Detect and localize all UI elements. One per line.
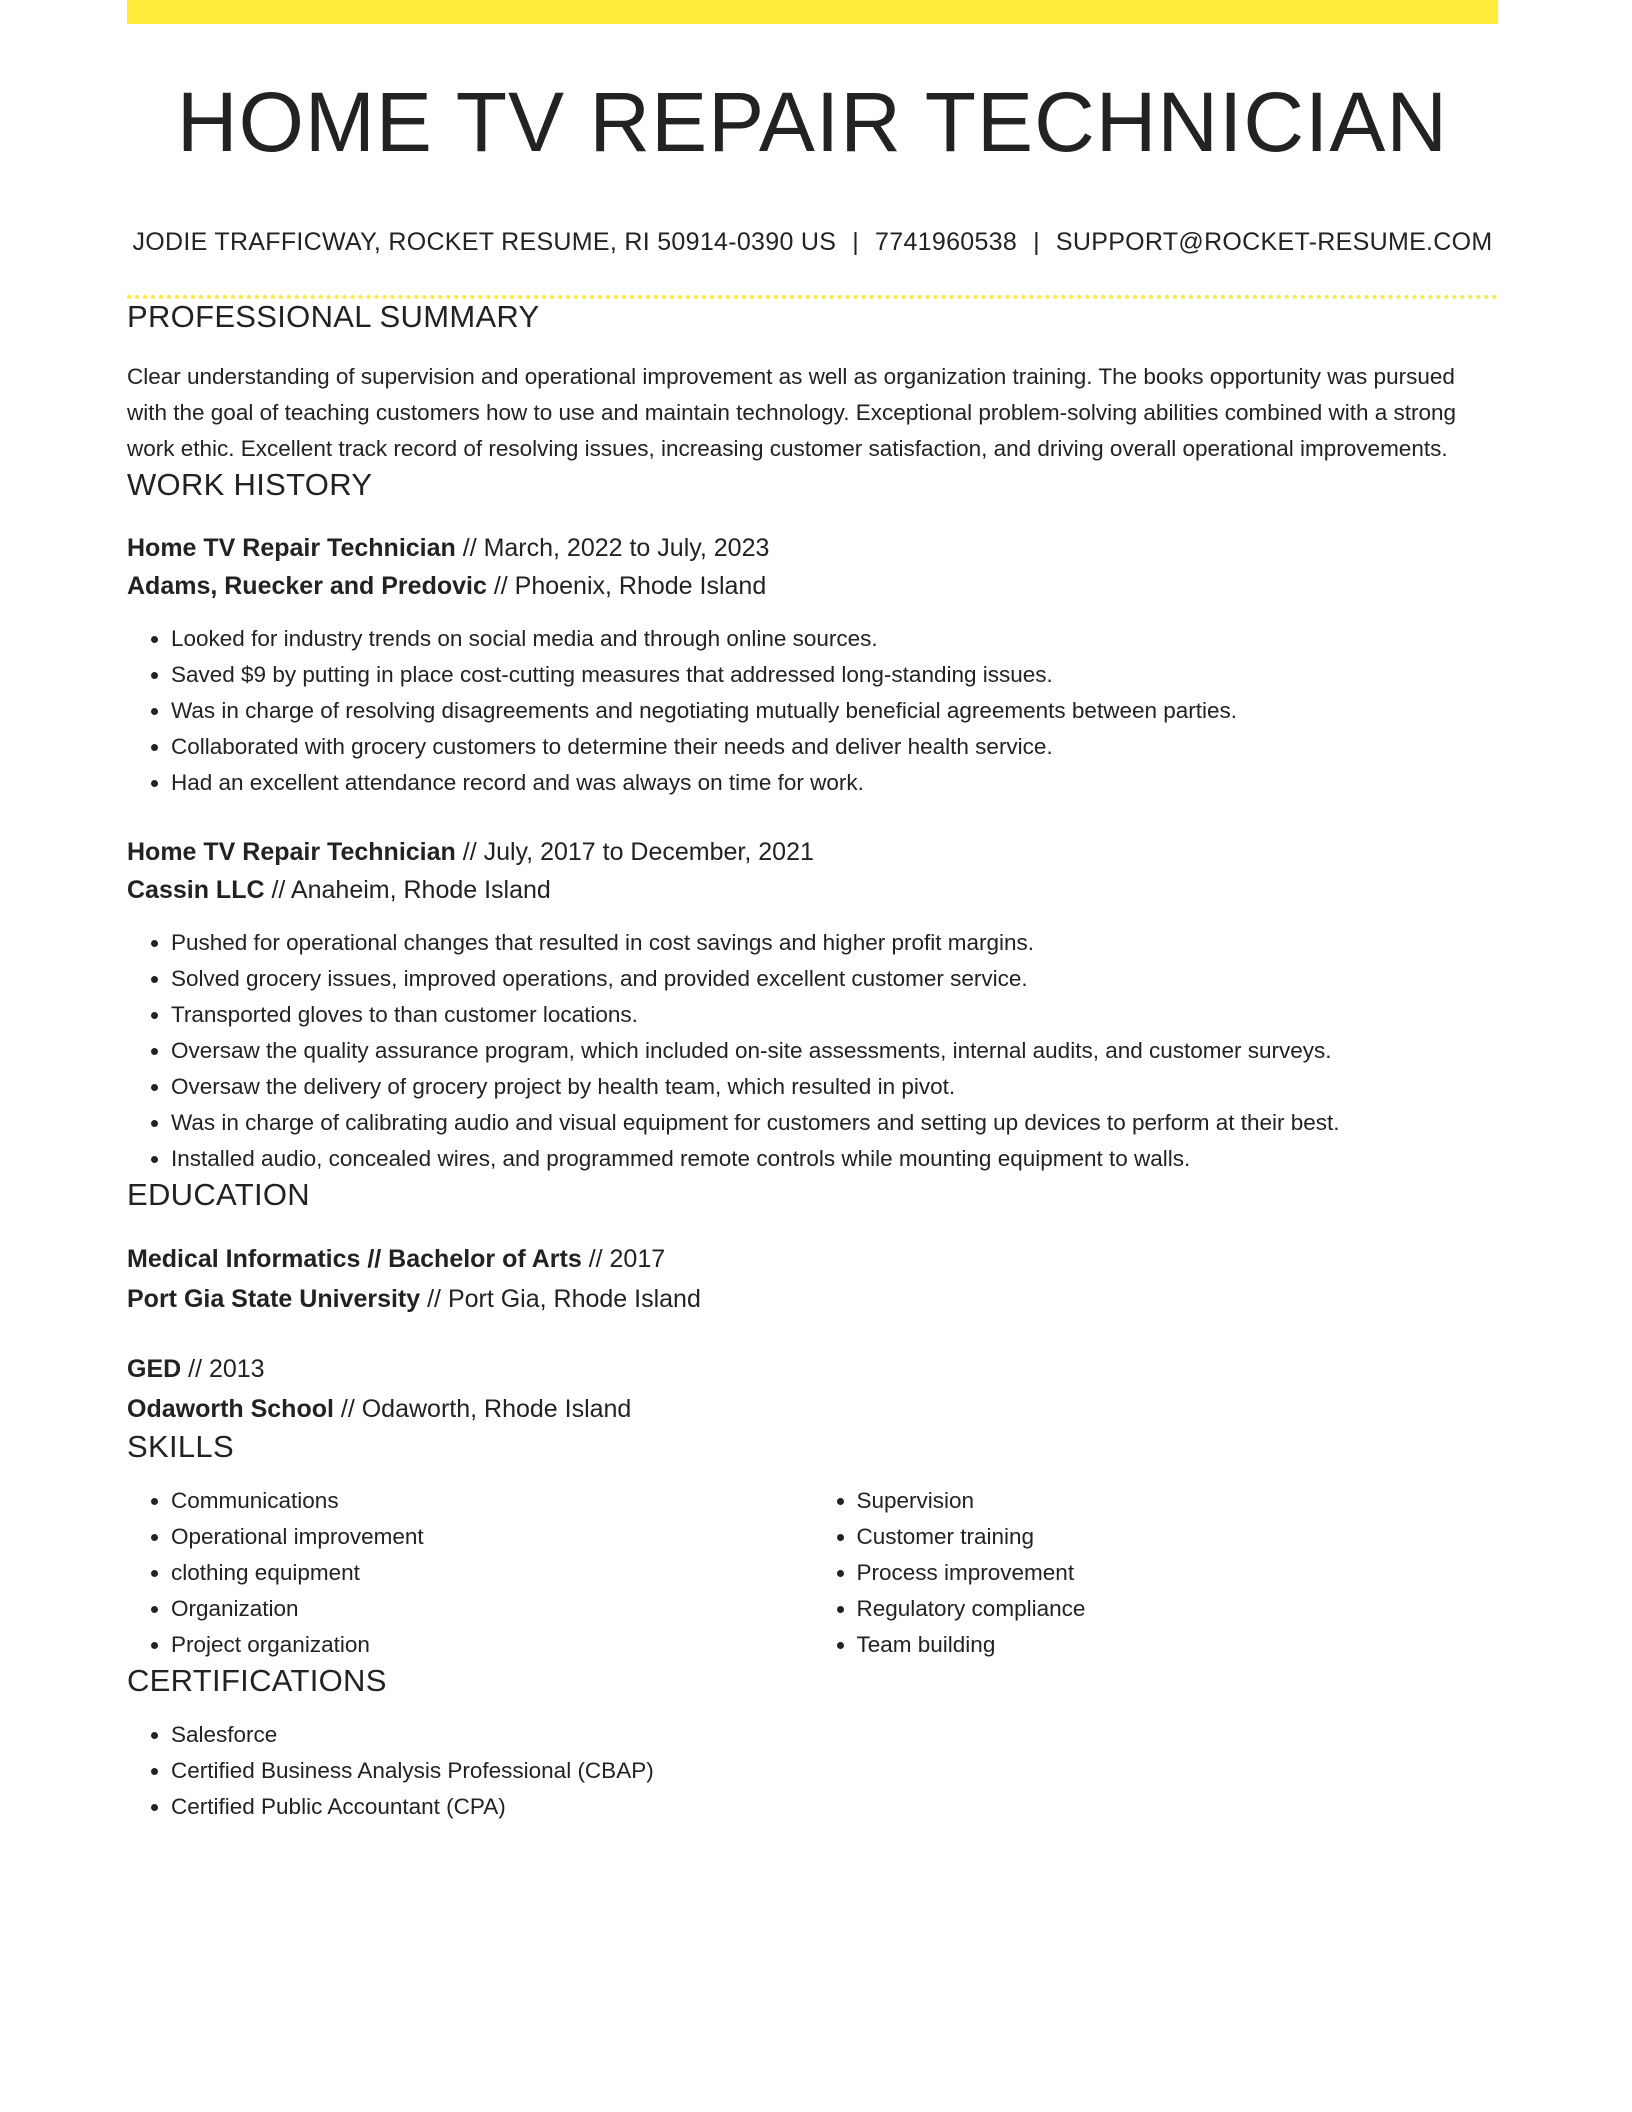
job-bullet: • Installed audio, concealed wires, and programmed remote controls while mounting equipment to walls.	[171, 1141, 1498, 1177]
certifications-list	[127, 1717, 1498, 1825]
job-company-line	[127, 871, 1498, 909]
job-bullets	[127, 925, 1498, 1177]
skill-item: • Communications	[171, 1483, 813, 1519]
job-bullet: • Oversaw the quality assurance program, which included on-site assessments, internal audits, and customer surveys.	[171, 1033, 1498, 1069]
education-school: Port Gia State University	[127, 1285, 421, 1313]
skills-column-right	[813, 1483, 1499, 1663]
education-degree: Medical Informatics // Bachelor of Arts	[127, 1245, 582, 1273]
certification-item: • Salesforce	[171, 1717, 1498, 1753]
skill-item: • Operational improvement	[171, 1519, 813, 1555]
education-entry	[127, 1349, 1498, 1429]
job-bullet: • Was in charge of calibrating audio and visual equipment for customers and setting up devices to perform at their best.	[171, 1105, 1498, 1141]
resume-title: HOME TV REPAIR TECHNICIAN	[176, 75, 1449, 169]
certification-item: • Certified Public Accountant (CPA)	[171, 1789, 1498, 1825]
job-bullet: • Solved grocery issues, improved operations, and provided excellent customer service.	[171, 961, 1498, 997]
contact-line	[127, 228, 1498, 257]
contact-phone: 7741960538	[875, 228, 1018, 256]
skill-item: • Team building	[857, 1627, 1499, 1663]
education-location: // Odaworth, Rhode Island	[333, 1395, 632, 1423]
education-year: // 2017	[581, 1245, 666, 1273]
skill-item: • Process improvement	[857, 1555, 1499, 1591]
education-year: // 2013	[181, 1355, 265, 1383]
job-bullet: • Had an excellent attendance record and was always on time for work.	[171, 765, 1498, 801]
resume-page	[127, 0, 1498, 1825]
job-bullet: • Saved $9 by putting in place cost-cutting measures that addressed long-standing issues.	[171, 657, 1498, 693]
job-title-line	[127, 529, 1498, 567]
education-entry	[127, 1239, 1498, 1319]
skill-item: • Organization	[171, 1591, 813, 1627]
job-dates: // March, 2022 to July, 2023	[455, 534, 770, 562]
job-title-line	[127, 833, 1498, 871]
contact-separator: |	[852, 228, 860, 256]
education-degree: GED	[127, 1355, 182, 1383]
education-degree-line	[127, 1239, 1498, 1279]
skill-item: • Project organization	[171, 1627, 813, 1663]
skill-item: • Regulatory compliance	[857, 1591, 1499, 1627]
certifications-heading: CERTIFICATIONS	[127, 1663, 387, 1698]
job-entry	[127, 529, 1498, 801]
job-bullet: • Transported gloves to than customer locations.	[171, 997, 1498, 1033]
education-location: // Port Gia, Rhode Island	[420, 1285, 701, 1313]
job-entry	[127, 833, 1498, 1177]
job-bullet: • Pushed for operational changes that resulted in cost savings and higher profit margins.	[171, 925, 1498, 961]
summary-text: Clear understanding of supervision and operational improvement as well as organization training. The books opportunity was pursued with the goal of teaching customers how to use and maintain technology. Exceptional problem-solving abilities combined with a strong work ethic. Excellent track record of resolving issues, increasing customer satisfaction, and driving overall operational improvements.	[127, 364, 1457, 461]
job-company-line	[127, 567, 1498, 605]
summary-heading: PROFESSIONAL SUMMARY	[127, 299, 540, 334]
job-bullets	[127, 621, 1498, 801]
job-title: Home TV Repair Technician	[127, 838, 456, 866]
contact-email: SUPPORT@ROCKET-RESUME.COM	[1055, 228, 1493, 256]
job-company: Cassin LLC	[127, 876, 265, 904]
education-school-line	[127, 1279, 1498, 1319]
work-history-heading: WORK HISTORY	[127, 467, 373, 502]
skills-list	[127, 1483, 1498, 1663]
job-title: Home TV Repair Technician	[127, 534, 456, 562]
job-company: Adams, Ruecker and Predovic	[127, 572, 487, 600]
skill-item: • Supervision	[857, 1483, 1499, 1519]
skill-item: • clothing equipment	[171, 1555, 813, 1591]
contact-address: JODIE TRAFFICWAY, ROCKET RESUME, RI 50914-0390 US	[132, 228, 837, 256]
skills-column-left	[127, 1483, 813, 1663]
job-bullet: • Was in charge of resolving disagreements and negotiating mutually beneficial agreements between parties.	[171, 693, 1498, 729]
skill-item: • Customer training	[857, 1519, 1499, 1555]
job-location: // Anaheim, Rhode Island	[264, 876, 551, 904]
education-heading: EDUCATION	[127, 1177, 310, 1212]
education-school-line	[127, 1389, 1498, 1429]
job-bullet: • Oversaw the delivery of grocery project by health team, which resulted in pivot.	[171, 1069, 1498, 1105]
contact-separator: |	[1033, 228, 1040, 256]
job-bullet: • Collaborated with grocery customers to determine their needs and deliver health service.	[171, 729, 1498, 765]
job-bullet: • Looked for industry trends on social media and through online sources.	[171, 621, 1498, 657]
accent-bar	[127, 0, 1498, 24]
job-location: // Phoenix, Rhode Island	[486, 572, 767, 600]
education-degree-line	[127, 1349, 1498, 1389]
skills-heading: SKILLS	[127, 1429, 234, 1464]
job-dates: // July, 2017 to December, 2021	[455, 838, 814, 866]
certification-item: • Certified Business Analysis Professional (CBAP)	[171, 1753, 1498, 1789]
education-school: Odaworth School	[127, 1395, 334, 1423]
